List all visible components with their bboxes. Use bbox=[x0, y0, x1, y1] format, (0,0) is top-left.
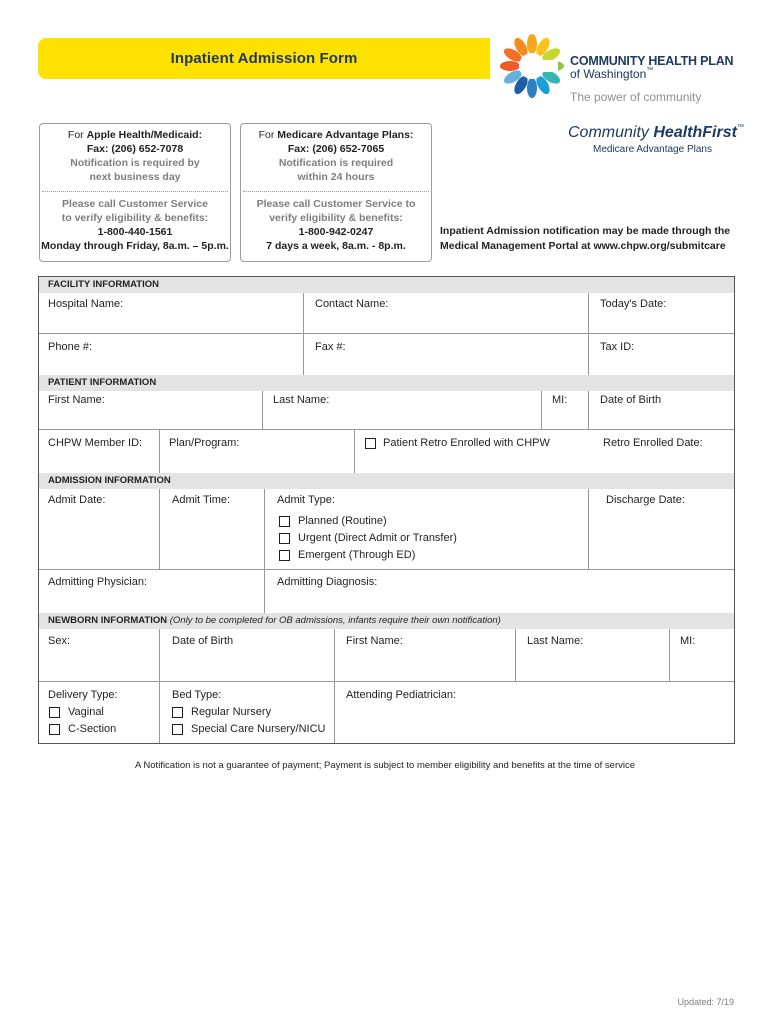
medicaid-fax: Fax: (206) 652-7078 bbox=[86, 143, 184, 155]
admission-form bbox=[38, 276, 735, 744]
fax-field[interactable]: Fax #: bbox=[315, 341, 346, 353]
col-divider bbox=[354, 429, 355, 473]
plan-program-field[interactable]: Plan/Program: bbox=[169, 437, 240, 449]
emergent-label: Emergent (Through ED) bbox=[298, 549, 416, 561]
admit-time-field[interactable]: Admit Time: bbox=[172, 494, 231, 506]
row-divider bbox=[39, 569, 734, 570]
col-divider bbox=[159, 489, 160, 569]
phone-field[interactable]: Phone #: bbox=[48, 341, 93, 353]
title-banner bbox=[38, 38, 490, 79]
healthfirst-sub: Medicare Advantage Plans bbox=[593, 144, 712, 155]
col-divider bbox=[159, 681, 160, 743]
col-divider bbox=[159, 629, 160, 681]
col-divider bbox=[303, 293, 304, 375]
contact-name-field[interactable]: Contact Name: bbox=[315, 298, 389, 310]
planned-label: Planned (Routine) bbox=[298, 515, 387, 527]
emergent-checkbox[interactable] bbox=[279, 550, 290, 561]
row-divider bbox=[39, 681, 734, 682]
patient-last-name-field[interactable]: Last Name: bbox=[273, 394, 330, 406]
planned-checkbox[interactable] bbox=[279, 516, 290, 527]
admitting-physician-field[interactable]: Admitting Physician: bbox=[48, 576, 148, 588]
patient-section-heading: PATIENT INFORMATION bbox=[39, 375, 734, 391]
newborn-mi-field[interactable]: MI: bbox=[680, 635, 696, 647]
vaginal-checkbox[interactable] bbox=[49, 707, 60, 718]
patient-dob-field[interactable]: Date of Birth bbox=[600, 394, 662, 406]
retro-enrolled-label: Patient Retro Enrolled with CHPW bbox=[383, 437, 550, 449]
portal-note: Inpatient Admission notification may be made through the Medical Management Portal at www.chpw.org/submitcare bbox=[440, 225, 731, 252]
patient-mi-field[interactable]: MI: bbox=[552, 394, 568, 406]
brand-sub: of Washington™ bbox=[570, 67, 654, 81]
vaginal-label: Vaginal bbox=[68, 706, 104, 718]
member-id-field[interactable]: CHPW Member ID: bbox=[48, 437, 143, 449]
delivery-type-label: Delivery Type: bbox=[48, 689, 118, 701]
c-section-checkbox[interactable] bbox=[49, 724, 60, 735]
medicare-phone: 1-800-942-0247 bbox=[298, 226, 374, 238]
brand-name: COMMUNITY HEALTH PLAN bbox=[570, 54, 734, 68]
col-divider bbox=[588, 489, 589, 569]
medicaid-phone: 1-800-440-1561 bbox=[97, 226, 173, 238]
col-divider bbox=[515, 629, 516, 681]
retro-enrolled-date-field[interactable]: Retro Enrolled Date: bbox=[603, 437, 703, 449]
patient-first-name-field[interactable]: First Name: bbox=[48, 394, 105, 406]
bed-type-label: Bed Type: bbox=[172, 689, 222, 701]
tax-id-field[interactable]: Tax ID: bbox=[600, 341, 635, 353]
newborn-last-name-field[interactable]: Last Name: bbox=[527, 635, 584, 647]
col-divider bbox=[669, 629, 670, 681]
col-divider bbox=[159, 429, 160, 473]
newborn-dob-field[interactable]: Date of Birth bbox=[172, 635, 234, 647]
healthfirst-brand: Community HealthFirst™ bbox=[568, 124, 744, 141]
col-divider bbox=[262, 391, 263, 429]
col-divider bbox=[334, 629, 335, 681]
col-divider bbox=[264, 489, 265, 569]
form-title: Inpatient Admission Form bbox=[170, 50, 358, 67]
row-divider bbox=[39, 429, 734, 430]
hospital-name-field[interactable]: Hospital Name: bbox=[48, 298, 124, 310]
newborn-first-name-field[interactable]: First Name: bbox=[346, 635, 403, 647]
nicu-label: Special Care Nursery/NICU bbox=[191, 723, 326, 735]
admit-date-field[interactable]: Admit Date: bbox=[48, 494, 106, 506]
updated-date: Updated: 7/19 bbox=[677, 997, 734, 1007]
col-divider bbox=[588, 293, 589, 375]
admitting-diagnosis-field[interactable]: Admitting Diagnosis: bbox=[277, 576, 378, 588]
attending-pediatrician-field[interactable]: Attending Pediatrician: bbox=[346, 689, 457, 701]
brand-tagline: The power of community bbox=[570, 90, 702, 104]
payment-disclaimer: A Notification is not a guarantee of payment; Payment is subject to member eligibility and benefits at the time of service bbox=[134, 760, 636, 771]
col-divider bbox=[334, 681, 335, 743]
medicaid-contact-box: For Apple Health/Medicaid: Fax: (206) 652-7078 Notification is required by next business day Please call Customer Service to verify eligibility & benefits: 1-800-440-1561 Monday through Friday, 8a.m. – 5p.m. bbox=[39, 123, 231, 262]
discharge-date-field[interactable]: Discharge Date: bbox=[606, 494, 685, 506]
col-divider bbox=[541, 391, 542, 429]
admit-type-label: Admit Type: bbox=[277, 494, 335, 506]
retro-enrolled-checkbox[interactable] bbox=[365, 438, 376, 449]
col-divider bbox=[588, 391, 589, 429]
row-divider bbox=[39, 333, 734, 334]
sunburst-logo-icon bbox=[500, 34, 564, 98]
medicare-fax: Fax: (206) 652-7065 bbox=[287, 143, 385, 155]
regular-nursery-checkbox[interactable] bbox=[172, 707, 183, 718]
admission-section-heading: ADMISSION INFORMATION bbox=[39, 473, 734, 489]
regular-nursery-label: Regular Nursery bbox=[191, 706, 272, 718]
todays-date-field[interactable]: Today's Date: bbox=[600, 298, 667, 310]
medicare-contact-box: For Medicare Advantage Plans: Fax: (206) 652-7065 Notification is required within 24 hours Please call Customer Service to verify eligibility & benefits: 1-800-942-0247 7 days a week, 8a.m. - 8p.m. bbox=[240, 123, 432, 262]
col-divider bbox=[264, 569, 265, 613]
nicu-checkbox[interactable] bbox=[172, 724, 183, 735]
newborn-section-heading: NEWBORN INFORMATION (Only to be completed for OB admissions, infants require their own notification) bbox=[39, 613, 734, 629]
facility-section-heading: FACILITY INFORMATION bbox=[39, 277, 734, 293]
urgent-checkbox[interactable] bbox=[279, 533, 290, 544]
c-section-label: C-Section bbox=[68, 723, 117, 735]
urgent-label: Urgent (Direct Admit or Transfer) bbox=[298, 532, 457, 544]
newborn-sex-field[interactable]: Sex: bbox=[48, 635, 71, 647]
